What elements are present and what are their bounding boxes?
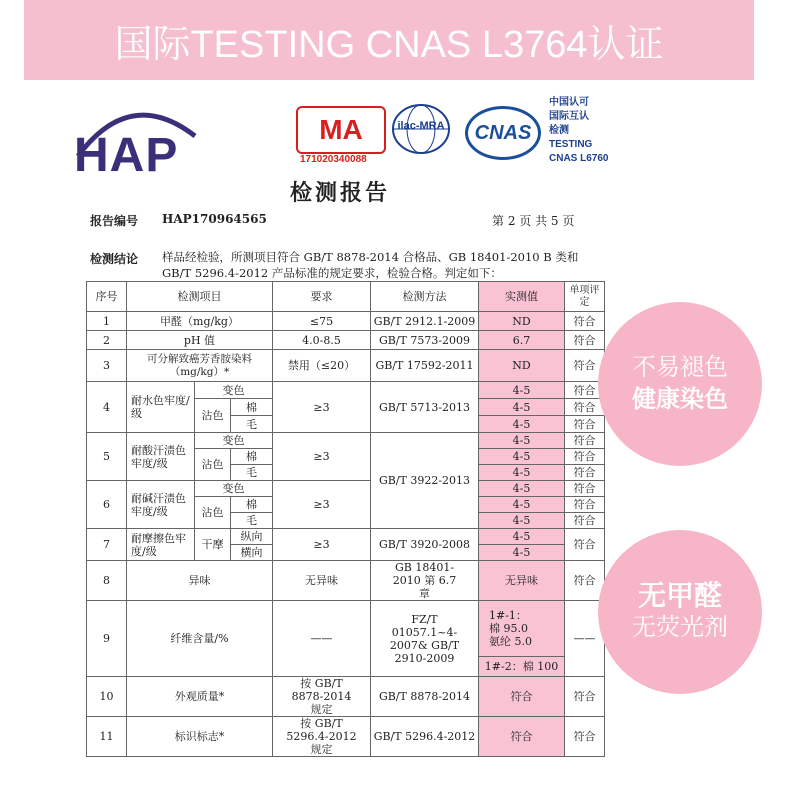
table-row xyxy=(87,481,605,497)
cell: 4-5 xyxy=(479,481,565,497)
accreditation-text xyxy=(549,96,608,166)
cell: 符合 xyxy=(479,717,565,757)
cell: 4-5 xyxy=(479,382,565,399)
cell: GB/T 8878-2014 xyxy=(371,677,479,717)
table-row xyxy=(87,382,605,399)
cell: 变色 xyxy=(195,481,273,497)
cma-logo xyxy=(296,106,386,154)
cell: 符合 xyxy=(565,497,605,513)
cell: 符合 xyxy=(565,312,605,331)
cell: ≥3 xyxy=(273,481,371,529)
cell: 4-5 xyxy=(479,545,565,561)
header-req: 要求 xyxy=(273,282,371,312)
cell: 纤维含量/% xyxy=(127,601,273,677)
fiber-line: 1#-1： xyxy=(489,609,527,622)
cnas-logo xyxy=(465,106,541,160)
cell: 符合 xyxy=(565,449,605,465)
cell: 纵向 xyxy=(231,529,273,545)
cell: 1#-2：棉 100 xyxy=(479,657,565,677)
cell: 毛 xyxy=(231,416,273,433)
cell: 干摩 xyxy=(195,529,231,561)
cell: —— xyxy=(273,601,371,677)
feature-bubble-colorfast xyxy=(598,302,762,466)
cell: 4.0-8.5 xyxy=(273,331,371,350)
cell: 耐摩擦色牢度/级 xyxy=(127,529,195,561)
page-info: 第 2 页 共 5 页 xyxy=(492,214,575,228)
report-title: 检测报告 xyxy=(290,180,391,206)
cell: 4-5 xyxy=(479,399,565,416)
bubble-line: 无荧光剂 xyxy=(632,614,728,641)
cell: GB/T 5296.4-2012 xyxy=(371,717,479,757)
cell: 符合 xyxy=(565,416,605,433)
cell: 横向 xyxy=(231,545,273,561)
cell: 变色 xyxy=(195,433,273,449)
cert-line: CNAS L6760 xyxy=(549,153,609,164)
cell: 1 xyxy=(87,312,127,331)
cell: 符合 xyxy=(565,717,605,757)
cell: GB/T 3922-2013 xyxy=(371,433,479,529)
cell: 符合 xyxy=(565,677,605,717)
table-row xyxy=(87,677,605,717)
table-row xyxy=(87,717,605,757)
cell: 耐水色牢度/级 xyxy=(127,382,195,433)
cell: 6.7 xyxy=(479,331,565,350)
cell: 耐碱汗渍色牢度/级 xyxy=(127,481,195,529)
cell: 按 GB/T 5296.4-2012 规定 xyxy=(273,717,371,757)
cell: 符合 xyxy=(565,433,605,449)
fiber-line: 氨纶 5.0 xyxy=(489,635,532,648)
table-row xyxy=(87,350,605,382)
table-row xyxy=(87,529,605,545)
cert-line: 中国认可 xyxy=(549,97,589,108)
cell: ≤75 xyxy=(273,312,371,331)
cnas-logo-text: CNAS xyxy=(474,121,532,144)
header-judge: 单项评定 xyxy=(565,282,605,312)
cell: 3 xyxy=(87,350,127,382)
banner-title: 国际TESTING CNAS L3764认证 xyxy=(114,23,664,66)
cell: 符合 xyxy=(565,331,605,350)
cell: 沾色 xyxy=(195,399,231,433)
cell: 5 xyxy=(87,433,127,481)
bubble-line: 不易褪色 xyxy=(632,354,728,381)
conclusion-label: 检测结论 xyxy=(90,252,139,266)
cell: 符合 xyxy=(565,561,605,601)
cell: 6 xyxy=(87,481,127,529)
cell: 4-5 xyxy=(479,529,565,545)
cell: —— xyxy=(565,601,605,677)
cell: 禁用（≤20） xyxy=(273,350,371,382)
table-row xyxy=(87,601,605,657)
cell: 11 xyxy=(87,717,127,757)
cell: FZ/T 01057.1~4-2007& GB/T 2910-2009 xyxy=(371,601,479,677)
conclusion-text: 样品经检验，所测项目符合 GB/T 8878-2014 合格品、GB 18401-2010 B 类和 GB/T 5296.4-2012 产品标准的规定要求，检验合格。判定如下： xyxy=(162,250,579,280)
cell: 2 xyxy=(87,331,127,350)
cell: 异味 xyxy=(127,561,273,601)
results-table xyxy=(86,281,605,757)
cell: 外观质量* xyxy=(127,677,273,717)
cma-logo-text: MA xyxy=(319,114,363,145)
cell: ≥3 xyxy=(273,529,371,561)
cell: 按 GB/T 8878-2014 规定 xyxy=(273,677,371,717)
bubble-line: 健康染色 xyxy=(632,386,728,413)
report-number-label: 报告编号 xyxy=(90,214,139,228)
cell: 4-5 xyxy=(479,449,565,465)
cell: 4-5 xyxy=(479,433,565,449)
cma-number: 171020340088 xyxy=(300,154,367,165)
cell: GB 18401-2010 第 6.7 章 xyxy=(371,561,479,601)
fiber-content-cell xyxy=(479,601,565,657)
cell: 符合 xyxy=(565,350,605,382)
cell: ND xyxy=(479,312,565,331)
cell: 毛 xyxy=(231,513,273,529)
cell: 8 xyxy=(87,561,127,601)
cell: 毛 xyxy=(231,465,273,481)
top-banner xyxy=(24,0,754,80)
fiber-line: 棉 95.0 xyxy=(489,622,528,635)
cell: GB/T 17592-2011 xyxy=(371,350,479,382)
table-row xyxy=(87,561,605,601)
table-header xyxy=(87,282,605,312)
cert-line: TESTING xyxy=(549,139,593,150)
header-value: 实测值 xyxy=(479,282,565,312)
cell: 4-5 xyxy=(479,497,565,513)
table-row xyxy=(87,433,605,449)
cell: ≥3 xyxy=(273,382,371,433)
cell: 符合 xyxy=(565,481,605,497)
table-row xyxy=(87,331,605,350)
cell: 棉 xyxy=(231,449,273,465)
cell: 标识标志* xyxy=(127,717,273,757)
cell: GB/T 7573-2009 xyxy=(371,331,479,350)
header-item: 检测项目 xyxy=(127,282,273,312)
cell: 棉 xyxy=(231,399,273,416)
cell: 符合 xyxy=(565,529,605,561)
cell: 可分解致癌芳香胺染料（mg/kg）* xyxy=(127,350,273,382)
cell: 4-5 xyxy=(479,416,565,433)
report-number: HAP170964565 xyxy=(162,212,267,226)
bubble-line: 无甲醛 xyxy=(637,580,722,611)
cell: 无异味 xyxy=(479,561,565,601)
cell: GB/T 2912.1-2009 xyxy=(371,312,479,331)
cell: 耐酸汗渍色牢度/级 xyxy=(127,433,195,481)
cell: ≥3 xyxy=(273,433,371,481)
cert-line: 检测 xyxy=(549,125,569,136)
cell: 4-5 xyxy=(479,513,565,529)
cell: GB/T 3920-2008 xyxy=(371,529,479,561)
feature-bubble-formaldehyde-free xyxy=(598,530,762,694)
cell: pH 值 xyxy=(127,331,273,350)
cell: 棉 xyxy=(231,497,273,513)
cert-line: 国际互认 xyxy=(549,111,589,122)
cell: 符合 xyxy=(565,399,605,416)
cell: 7 xyxy=(87,529,127,561)
header-method: 检测方法 xyxy=(371,282,479,312)
cell: 沾色 xyxy=(195,449,231,481)
cell: 4 xyxy=(87,382,127,433)
cell: 符合 xyxy=(565,513,605,529)
cell: 无异味 xyxy=(273,561,371,601)
cell: 符合 xyxy=(479,677,565,717)
cell: GB/T 5713-2013 xyxy=(371,382,479,433)
cell: 9 xyxy=(87,601,127,677)
cell: 变色 xyxy=(195,382,273,399)
cell: 符合 xyxy=(565,465,605,481)
hap-logo: HAP xyxy=(74,129,179,182)
cell: 10 xyxy=(87,677,127,717)
cell: 甲醛（mg/kg） xyxy=(127,312,273,331)
table-row xyxy=(87,312,605,331)
ilac-logo: ilac-MRA xyxy=(397,120,445,132)
cell: ND xyxy=(479,350,565,382)
cell: 4-5 xyxy=(479,465,565,481)
header-no: 序号 xyxy=(87,282,127,312)
cell: 符合 xyxy=(565,382,605,399)
cell: 沾色 xyxy=(195,497,231,529)
